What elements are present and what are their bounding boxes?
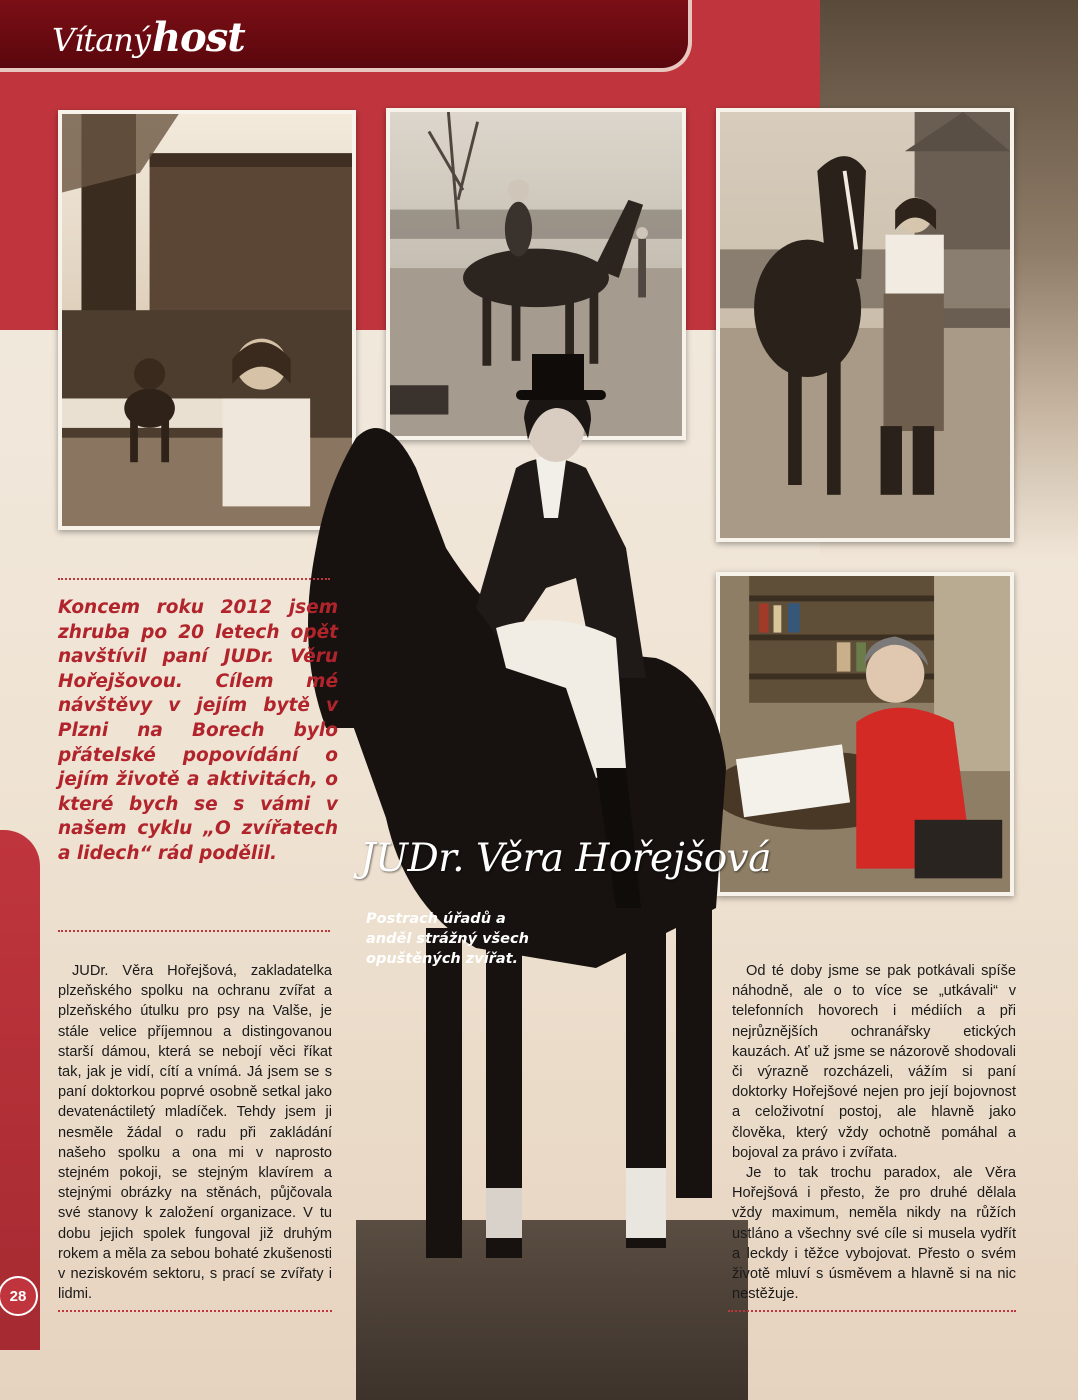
side-red-tab [0,830,40,1350]
dotted-separator-bottom [58,930,330,932]
article-subtitle: Postrach úřadů a anděl strážný všech opuštěných zvířat. [366,911,529,967]
article-title: JUDr. Věra Hořejšová [360,836,771,881]
intro-paragraph: Koncem roku 2012 jsem zhruba po 20 letech opět navštívil paní JUDr. Věru Hořejšovou. Cílem mé návštěvy v jejím bytě v Plzni na Borech bylo přátelské popovídání o jejím životě a aktivitách, o které bych se s vámi v našem cyklu „O zvířatech a lidech“ rád podělil. [58,597,338,864]
logo-bold-text: host [151,14,245,61]
magazine-logo [52,14,245,61]
body-paragraph: JUDr. Věra Hořejšová, zakladatelka plzeňského spolku na ochranu zvířat a plzeňského útulku pro psy na Valše, je stále velice příjemnou a distingovanou starší dámou, která se nebojí věci říkat tak, jak je vidí, cítí a vnímá. Já jsem se s paní doktorkou poprvé osobně setkal jako devatenáctiletý mladíček. Tehdy jsem ji nesměle žádal o radu při zakládání našeho spolku a ona mi v naprosto stejném pokoji, se stejným klavírem a stejnými obrázky na stěnách, půjčovala své stanovy k založení organizace. V tu dobu jejich spolek fungoval již druhým rokem a měla za sebou bohaté zkušenosti v neziskovém sektoru, s prací se zvířaty i lidmi. [58,963,332,1303]
dotted-separator-bottom-left [58,1310,332,1312]
logo-script-text: Vítaný [52,21,150,59]
body-paragraph: Od té doby jsme se pak potkávali spíše náhodně, ale o to více se „utkávali“ v telefonních hovorech i médiích a při nejrůznějších ochranářsky etických kauzách. Ať už jsme se názorově shodovali či výrazně rozcházeli, vážím si paní doktorky Hořejšové nejen pro její bojovnost a celoživotní postoj, ale hlavně jako člověka, který vždy ochotně pomáhal a bojoval za právo i zvířata. [732,963,1016,1161]
body-column-left [58,961,332,1304]
body-column-right [732,961,1016,1304]
woman-holding-horse-photo [716,108,1014,542]
dotted-separator-top [58,578,330,580]
magazine-header [0,0,692,72]
page-number: 28 [0,1276,38,1316]
body-paragraph: Je to tak trochu paradox, ale Věra Hořejšová i přesto, že pro druhé dělala vždy maximum, neměla nikdy na růžích ustláno a všechny své cíle si musela vydřít a leckdy i těžce vybojovat. Přesto o svém životě mluví s úsměvem a hlavně si na nic nestěžuje. [732,1165,1016,1303]
dotted-separator-bottom-right [728,1310,1016,1312]
